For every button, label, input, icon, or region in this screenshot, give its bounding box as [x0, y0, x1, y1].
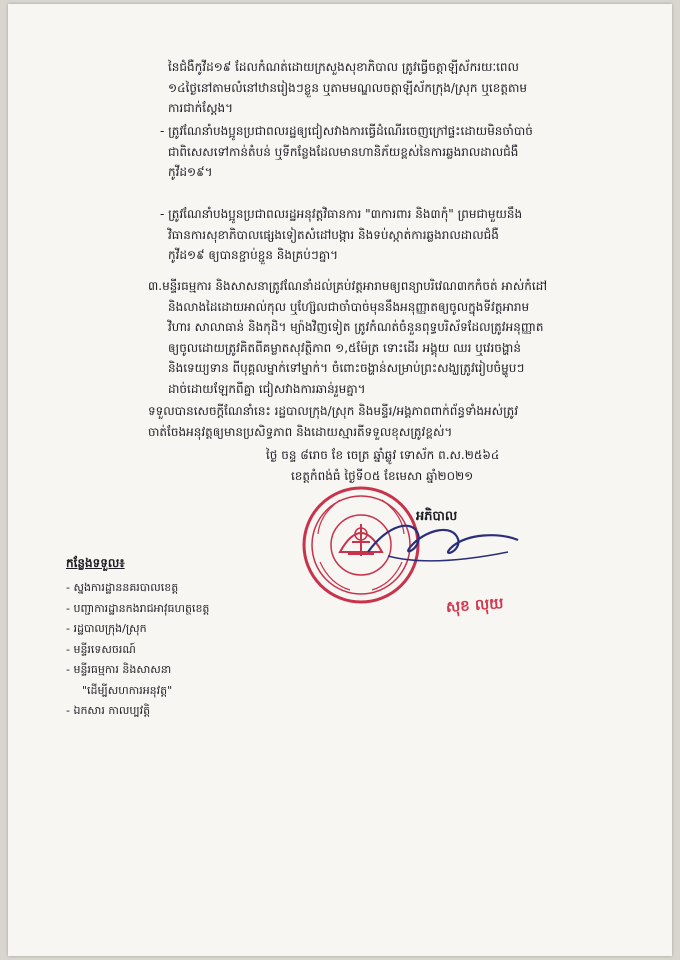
- signatory-name: សុខ លុយ: [445, 594, 505, 616]
- list-item: - បញ្ជាការដ្ឋានកងរាជអាវុធហត្ថខេត្ត: [66, 601, 210, 615]
- text-line: - ត្រូវណែនាំបងប្អូនប្រជាពលរដ្ឋឲ្យជៀសវាងការធ្វើដំណើរចេញក្រៅផ្ទះដោយមិនចាំបាច់: [160, 124, 533, 138]
- paragraph-quarantine: [168, 57, 638, 119]
- text-line: ទទួលបានសេចក្តីណែនាំនេះ រដ្ឋបាលក្រុង/ស្រុក និងមន្ទីរ/អង្គភាពពាក់ព័ន្ធទាំងអស់ត្រូវ: [148, 404, 519, 418]
- text-line: វិធានការសុខាភិបាលផ្សេងទៀតសំដៅបង្ការ និងទប់ស្កាត់ការឆ្លងរាលដាលជំងឺ: [168, 227, 499, 242]
- paragraph-prevention-measures: [160, 204, 640, 266]
- list-item: "ដើម្បីសហការអនុវត្ត": [82, 683, 173, 697]
- recipients-list: [66, 578, 209, 722]
- list-item: - មន្ទីរធម្មការ និងសាសនា: [66, 663, 172, 676]
- recipients-heading: កន្លែងទទួល៖: [66, 556, 125, 570]
- text-line: ៣.មន្ទីរធម្មការ និងសាសនាត្រូវណែនាំដល់គ្រប់វត្តអារាមឲ្យពន្យាបរិវេណ៣កកំចត់ អាស់កំដៅ: [148, 279, 548, 293]
- text-line: នៃជំងឺកូវីដ១៩ ដែលកំណត់ដោយក្រសួងសុខាភិបាល ត្រូវធ្វើចត្តាឡីស័ករយៈពេល: [168, 60, 519, 74]
- signatory-title: អភិបាល: [416, 509, 458, 524]
- text-line: និងទេយ្យទាន ពីបុគ្គលម្នាក់ទៅម្នាក់។ ចំពោះចង្ហាន់សម្រាប់ព្រះសង្ឃត្រូវរៀបចំម្ហូបៗ: [168, 361, 525, 375]
- paragraph-religious-affairs: [148, 276, 638, 399]
- text-line: កូវីដ១៩ ឲ្យបានខ្ជាប់ខ្ជួន និងគ្រប់ៗគ្នា។: [168, 248, 339, 262]
- date-solar: ខេត្តកំពង់ធំ ថ្ងៃទី០៥ ខែមេសា ឆ្នាំ២០២១: [291, 469, 474, 483]
- text-line: ជាពិសេសទៅកាន់តំបន់ ឬទីកន្លែងដែលមានហានិភ័យខ្ពស់នៃការឆ្លងរាលដាលជំងឺ: [168, 144, 519, 159]
- text-line: ដាច់ដោយឡែកពីគ្នា ជៀសវាងការឆាន់រួមគ្នា។: [168, 381, 366, 396]
- document-page: [8, 4, 672, 956]
- list-item: - រដ្ឋបាលក្រុង/ស្រុក: [66, 622, 147, 635]
- date-lunar: ថ្ងៃ ចន្ទ ៨រោច ខែ ចេត្រ ឆ្នាំឆ្លូវ ទោស័ក ព.ស.២៥៦៤: [266, 448, 500, 462]
- text-line: កូវីដ១៩។: [168, 165, 213, 179]
- text-line: ការជាក់ស្តែង។: [168, 101, 234, 115]
- paragraph-travel-advice: [160, 121, 640, 183]
- text-line: វិហារ សាលាធាន់ និងកុដិ។ ម្យ៉ាងវិញទៀត ត្រូវកំណត់ចំនួនពុទ្ធបរិស័ទដែលត្រូវអនុញ្ញាត: [168, 320, 544, 334]
- signature-icon: [358, 504, 528, 574]
- list-item: - ឯកសារ កាលប្បវត្តិ: [66, 704, 151, 717]
- list-item: - មន្ទីរទេសចរណ៍: [66, 642, 136, 656]
- list-item: - ស្នងការដ្ឋាននគរបាលខេត្ត: [66, 581, 179, 594]
- paragraph-closing: [148, 401, 638, 442]
- text-line: ឲ្យចូលដោយត្រូវគិតពីគម្លាតសុវត្ថិភាព ១,៥ម៉ែត្រ ទោះដើរ អង្គុយ ឈរ ឬវេរចង្ហាន់: [168, 340, 521, 355]
- text-line: ចាត់ចែងអនុវត្តឲ្យមានប្រសិទ្ធភាព និងដោយស្មារតីទទួលខុសត្រូវខ្ពស់។: [148, 424, 453, 439]
- text-line: និងលាងដៃដោយអាល់កុល ឬហ្ស៊ែលជាចាំបាច់មុននឹងអនុញ្ញាតឲ្យចូលក្នុងទីវត្តអារាម: [168, 299, 530, 314]
- text-line: - ត្រូវណែនាំបងប្អូនប្រជាពលរដ្ឋអនុវត្តវិធានការ "៣ការពារ និង៣កុំ" ព្រមជាមួយនឹង: [160, 207, 523, 221]
- text-line: ១៤ថ្ងៃនៅតាមលំនៅឋានរៀងៗខ្លួន ឬតាមមណ្ឌលចត្តាឡីស័កក្រុង/ស្រុក ឬខេត្តតាម: [168, 80, 528, 95]
